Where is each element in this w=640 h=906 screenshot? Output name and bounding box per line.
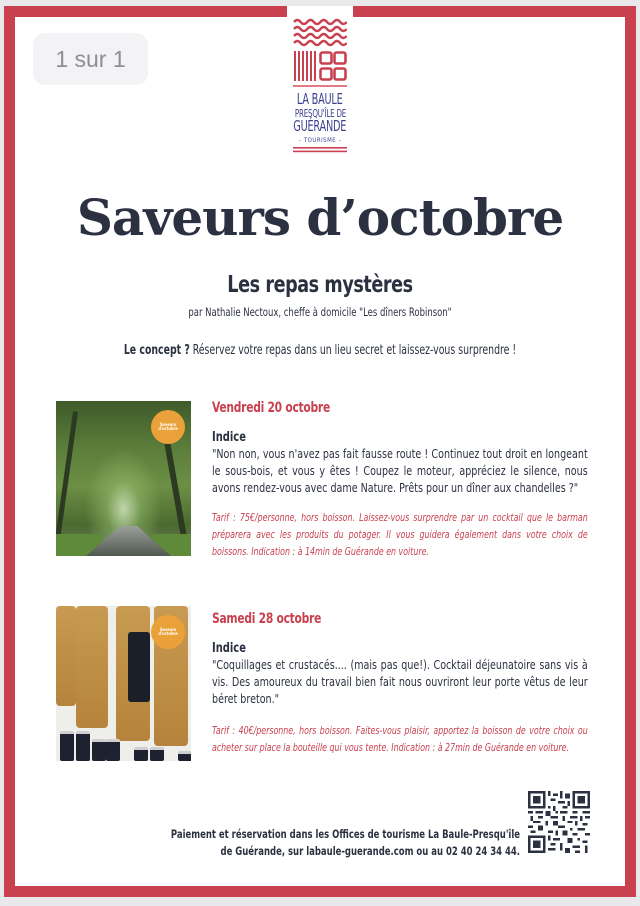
event-date: Samedi 28 octobre [212, 611, 322, 627]
saveurs-badge: Saveurs d'octobre [151, 410, 185, 444]
divider-line [293, 85, 347, 88]
event-1 [212, 400, 588, 561]
page-title: Saveurs d’octobre [76, 188, 564, 247]
clue-label: Indice [212, 430, 246, 445]
event-2-image [56, 606, 191, 761]
logo-line-2: PRESQU'ÎLE DE [294, 107, 346, 120]
tarif-text: Tarif : 75€/personne, hors boisson. Laissez-vous surprendre par un cocktail que le barman préparera avec les produits du potager. Il vous guidera également dans votre choix de boissons. Indication : à 14min de Guérande en voiture. [212, 512, 588, 558]
logo-line-1: LA BAULE [297, 90, 343, 108]
la-baule-logo [291, 18, 349, 156]
logo-bottom-bars [293, 147, 347, 153]
event-2 [212, 611, 588, 757]
tarif-text: Tarif : 40€/personne, hors boisson. Faites-vous plaisir, apportez la boisson de votre choix ou acheter sur place la bouteille qui vous tente. Indication : à 27min de Guérande en voiture. [212, 725, 588, 754]
page-counter: 1 sur 1 [33, 33, 148, 85]
subtitle: Les repas mystères [227, 272, 413, 298]
saveurs-badge: Saveurs d'octobre [151, 615, 185, 649]
concept-line [64, 343, 576, 358]
clue-label: Indice [212, 641, 246, 656]
clue-text: "Coquillages et crustacés.... (mais pas que!). Cocktail déjeunatoire sans vis à vis. Des amoureux du travail bien fait nous ouvriront leur porte vêtus de leur béret breton." [212, 657, 588, 706]
logo-line-3: GUÉRANDE [293, 117, 347, 135]
logo-frame-gap [287, 6, 353, 18]
byline: par Nathalie Nectoux, cheffe à domicile "Les dîners Robinson" [188, 305, 452, 319]
concept-text: Réservez votre repas dans un lieu secret et laissez-vous surprendre ! [189, 343, 517, 358]
salt-marsh-icon [293, 51, 347, 81]
waves-icon [293, 18, 347, 48]
clue-text: "Non non, vous n'avez pas fait fausse route ! Continuez tout droit en longeant le sous-bois, et vous y êtes ! Coupez le moteur, appréciez le silence, nous avons rendez-vous avec dame Nature. Prêts pour un dîner aux chandelles ?" [212, 446, 588, 495]
qr-code-icon[interactable] [528, 791, 590, 853]
concept-label: Le concept ? [123, 343, 190, 358]
event-date: Vendredi 20 octobre [212, 400, 330, 416]
logo-tagline-text: TOURISME [303, 137, 337, 144]
booking-info: Paiement et réservation dans les Offices de tourisme La Baule-Presqu'île de Guérande, sur labaule-guerande.com ou au 02 40 24 34 44. [170, 827, 520, 858]
logo-tagline: – TOURISME – [298, 137, 342, 144]
event-1-image [56, 401, 191, 556]
